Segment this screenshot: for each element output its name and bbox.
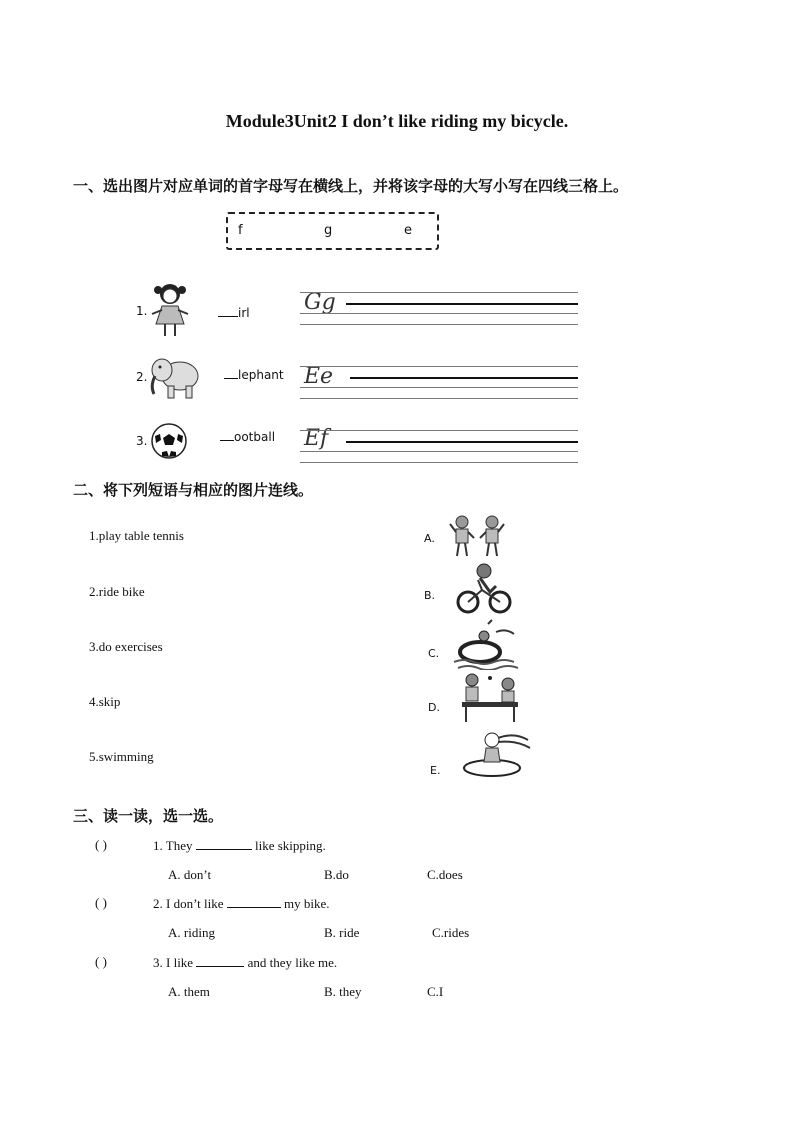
section-3-heading: 三、读一读，选一选。 — [73, 807, 224, 825]
word-blank-2[interactable]: lephant — [224, 368, 284, 382]
item-number: 3. — [136, 434, 148, 448]
four-line-grid-3[interactable] — [300, 430, 578, 462]
choice-b[interactable]: B. they — [324, 984, 362, 999]
four-line-grid-2[interactable] — [300, 366, 578, 398]
item-number: 2. — [136, 370, 148, 384]
exercises-picture-icon[interactable] — [448, 514, 510, 558]
word-blank-1[interactable]: irl — [218, 306, 250, 320]
letter-option: e — [404, 223, 412, 238]
elephant-icon — [146, 350, 202, 402]
fill-blank[interactable] — [196, 954, 244, 967]
page-title: Module3Unit2 I don’t like riding my bicycle. — [225, 111, 569, 131]
skip-picture-icon[interactable] — [462, 730, 534, 778]
section-1-heading: 一、选出图片对应单词的首字母写在横线上，并将该字母的大写小写在四线三格上。 — [73, 177, 629, 195]
question-2: 2. I don’t like my bike. — [153, 896, 330, 911]
cursive-letters-3: Ef — [304, 426, 329, 451]
fill-blank[interactable] — [196, 837, 252, 850]
word-blank-3[interactable]: ootball — [220, 430, 275, 444]
choice-b[interactable]: B. ride — [324, 925, 360, 940]
answer-paren[interactable]: ( ) — [95, 954, 107, 969]
swimming-picture-icon[interactable] — [452, 618, 524, 670]
phrase-item[interactable]: 1.play table tennis — [89, 528, 184, 543]
football-icon — [150, 422, 188, 460]
question-1: 1. They like skipping. — [153, 838, 326, 853]
bike-picture-icon[interactable] — [456, 562, 512, 614]
letter-option: g — [324, 223, 333, 238]
answer-paren[interactable]: ( ) — [95, 837, 107, 852]
cursive-letters-2: Ee — [304, 364, 334, 389]
choice-b[interactable]: B.do — [324, 867, 349, 882]
question-3: 3. I like and they like me. — [153, 955, 338, 970]
phrase-item[interactable]: 4.skip — [89, 694, 121, 709]
girl-icon — [148, 280, 192, 340]
option-letter: A. — [424, 532, 435, 545]
cursive-letters-1: Gg — [304, 290, 336, 315]
item-number: 1. — [136, 304, 148, 318]
section-2-heading: 二、将下列短语与相应的图片连线。 — [73, 481, 314, 499]
choice-c[interactable]: C.I — [427, 984, 444, 999]
choice-c[interactable]: C.does — [427, 867, 463, 882]
choice-c[interactable]: C.rides — [432, 925, 470, 940]
answer-paren[interactable]: ( ) — [95, 895, 107, 910]
letter-choice-box — [226, 212, 439, 250]
choice-a[interactable]: A. don’t — [168, 867, 212, 882]
phrase-item[interactable]: 2.ride bike — [89, 584, 145, 599]
fill-blank[interactable] — [227, 895, 281, 908]
four-line-grid-1[interactable] — [300, 292, 578, 324]
phrase-item[interactable]: 3.do exercises — [89, 639, 163, 654]
option-letter: C. — [428, 647, 440, 660]
table-tennis-picture-icon[interactable] — [460, 672, 526, 724]
option-letter: D. — [428, 701, 440, 714]
choice-a[interactable]: A. riding — [168, 925, 215, 940]
option-letter: E. — [430, 764, 441, 777]
phrase-item[interactable]: 5.swimming — [89, 749, 154, 764]
option-letter: B. — [424, 589, 436, 602]
letter-option: f — [238, 223, 243, 238]
choice-a[interactable]: A. them — [168, 984, 210, 999]
